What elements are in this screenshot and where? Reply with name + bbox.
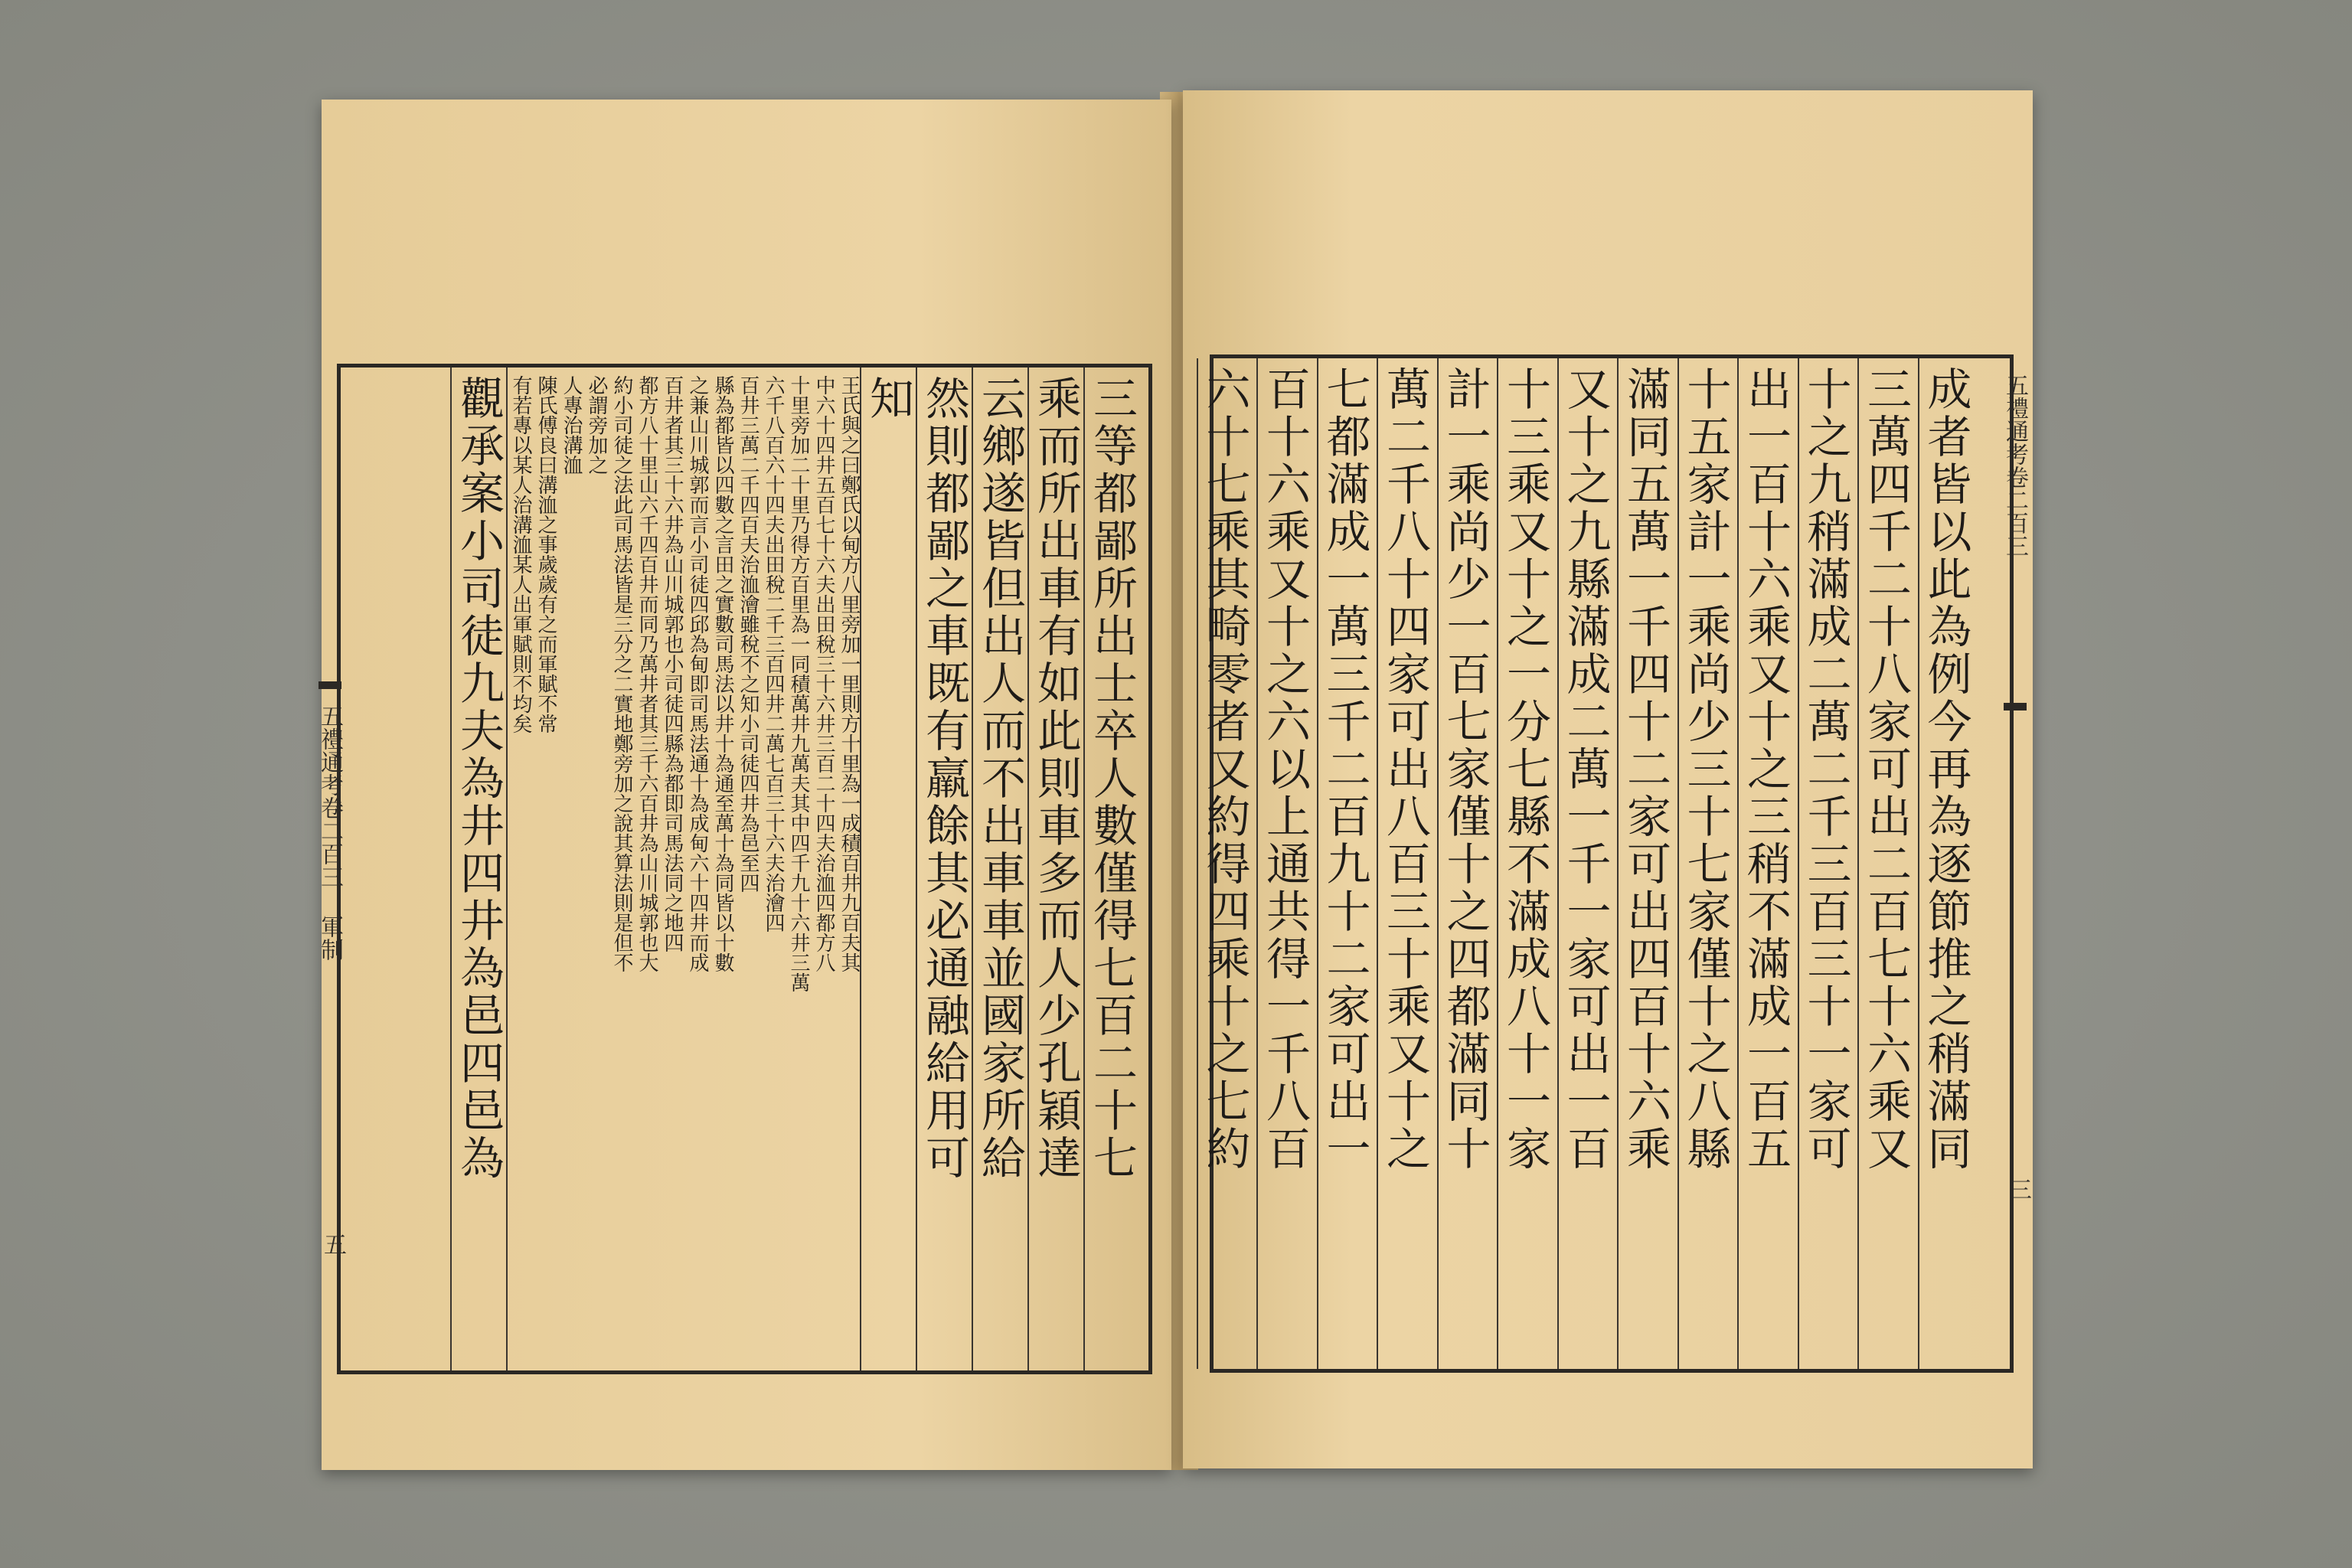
column-rule	[1857, 358, 1859, 1369]
right-page	[1183, 90, 2033, 1468]
text-column: 陳氏傅良曰溝洫之事歲歲有之而軍賦不常	[534, 375, 557, 733]
column-rule	[1737, 358, 1739, 1369]
column-rule	[1557, 358, 1559, 1369]
text-column: 王氏與之曰鄭氏以甸方八里旁加一里則方十里為一成積百井九百夫其	[838, 375, 861, 972]
left-page	[316, 100, 1171, 1470]
text-column: 都方八十里山六千四百井而同乃萬井者其三千六百井為山川城郭也大	[635, 375, 658, 972]
text-column: 云鄉遂皆但出人而不出車車並國家所給	[974, 375, 1026, 1182]
text-column: 三等都鄙所出士卒人數僅得七百二十七	[1086, 375, 1138, 1182]
text-column: 百十六乘又十之六以上通共得一千八百	[1259, 366, 1311, 1173]
text-column: 成者皆以此為例今再為逐節推之稍滿同	[1919, 366, 1972, 1173]
text-column: 滿同五萬一千四十二家可出四百十六乘	[1619, 366, 1671, 1173]
text-column: 然則都鄙之車既有羸餘其必通融給用可	[918, 375, 970, 1182]
text-column: 十五家計一乘尚少三十七家僅十之八縣	[1679, 366, 1732, 1173]
column-rule	[1256, 358, 1258, 1369]
column-rule	[450, 368, 452, 1370]
text-column: 之兼山川城郭而言小司徒四邱為甸即司馬法通十為成甸六十四井而成	[686, 375, 709, 972]
column-rule	[1377, 358, 1378, 1369]
column-rule	[1798, 358, 1799, 1369]
text-column: 有若專以某人治溝洫某人出軍賦則不均矣	[509, 375, 532, 733]
column-rule	[1083, 368, 1085, 1370]
text-column: 十里旁加二十里乃得方百里為一同積萬井九萬夫其中四千九十六井三萬	[787, 375, 810, 992]
text-column: 知	[862, 375, 914, 423]
text-column: 百井三萬二千四百夫治洫澮雖稅不之知小司徒四井為邑至四	[737, 375, 760, 893]
left-text-frame	[337, 364, 1152, 1374]
text-column: 萬二千八十四家可出八百三十乘又十之	[1379, 366, 1431, 1173]
right-folio-number: 三	[2004, 1178, 2031, 1200]
text-column: 十之九稍滿成二萬二千三百三十一家可	[1799, 366, 1852, 1173]
text-column: 三萬四千二十八家可出二百七十六乘又	[1860, 366, 1912, 1173]
left-margin-title: 五禮通考卷二百三 軍制	[316, 704, 343, 961]
left-folio-number: 五	[319, 1233, 346, 1256]
text-column: 約小司徒之法此司馬法皆是三分之二實地鄭旁加之說其算法則是但不	[610, 375, 633, 972]
column-rule	[1617, 358, 1619, 1369]
column-rule	[1437, 358, 1439, 1369]
column-rule	[1677, 358, 1679, 1369]
column-rule	[972, 368, 973, 1370]
text-column: 出一百十六乘又十之三稍不滿成一百五	[1740, 366, 1792, 1173]
text-column: 縣為都皆以四數之言田之實數司馬法以井十為通至萬十為同皆以十數	[711, 375, 734, 972]
text-column: 六十七乘其畸零者又約得四乘十之七約	[1198, 366, 1251, 1173]
text-column: 六千八百六十四夫出田稅二千三百四井二萬七百三十六夫治澮四	[762, 375, 785, 933]
text-column: 百井者其三十六井為山川城郭也小司徒四縣為都即司馬法同之地四	[661, 375, 684, 952]
text-column: 計一乘尚少一百七家僅十之四都滿同十	[1439, 366, 1491, 1173]
right-text-frame	[1198, 354, 2014, 1373]
text-column: 觀承案小司徒九夫為井四井為邑四邑為	[452, 375, 505, 1182]
column-rule	[1027, 368, 1029, 1370]
column-rule	[506, 368, 508, 1370]
column-rule	[1197, 358, 1198, 1369]
text-column: 十三乘又十之一分七縣不滿成八十一家	[1499, 366, 1551, 1173]
text-column: 七都滿成一萬三千二百九十二家可出一	[1318, 366, 1371, 1173]
column-rule	[916, 368, 917, 1370]
column-rule	[1497, 358, 1498, 1369]
text-column: 又十之九縣滿成二萬一千一家可出一百	[1559, 366, 1612, 1173]
text-column: 乘而所出車有如此則車多而人少孔穎達	[1030, 375, 1082, 1182]
right-margin-title: 五禮通考卷二百三	[2001, 374, 2028, 557]
text-column: 人專治溝洫	[560, 375, 583, 475]
column-rule	[1918, 358, 1919, 1369]
column-rule	[1317, 358, 1318, 1369]
text-column: 中六十四井五百七十六夫出田稅三十六井三百二十四夫治洫四都方八	[812, 375, 835, 972]
text-column: 必謂旁加之	[585, 375, 608, 475]
